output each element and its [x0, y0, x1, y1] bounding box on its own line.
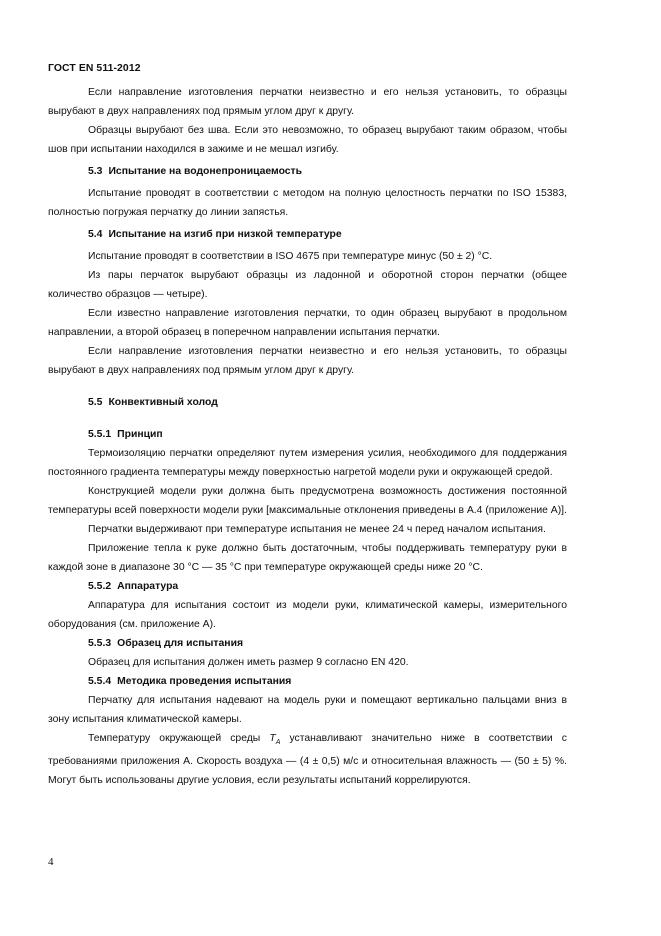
section-title: Испытание на водонепроницаемость: [108, 166, 303, 177]
paragraph-seam: Образцы вырубают без шва. Если это невозможно, то образец вырубают таким образом, чтобы шов при испытании находился в зажиме и не мешал изгибу.: [48, 125, 567, 155]
section-number: 5.3: [88, 166, 103, 177]
section-number: 5.5.4: [88, 676, 112, 687]
paragraph-bend-test-temp: Испытание проводят в соответствии в ISO 4675 при температуре минус (50 ± 2) °С.: [88, 251, 493, 262]
page-number: 4: [48, 856, 54, 868]
section-number: 5.5.3: [88, 638, 112, 649]
section-heading-5-5-1: [48, 425, 567, 444]
document-body: [48, 83, 567, 790]
section-title: Аппаратура: [117, 581, 179, 592]
paragraph-known-direction: Если известно направление изготовления перчатки, то один образец вырубают в продольном направлении, а второй образец в поперечном направлении испытания перчатки.: [48, 308, 567, 338]
paragraph-waterproof-test: Испытание проводят в соответствии с методом на полную целостность перчатки по ISO 15383, полностью погружая перчатку до линии запястья.: [48, 188, 567, 218]
paragraph-cut-direction-2: Если направление изготовления перчатки неизвестно и его нельзя установить, то образцы вырубают в двух направлениях под прямым углом друг к другу.: [48, 346, 567, 376]
section-heading-5-4: [48, 225, 567, 244]
section-number: 5.4: [88, 229, 103, 240]
section-heading-5-3: [48, 162, 567, 181]
section-heading-5-5: [48, 393, 567, 412]
section-title: Конвективный холод: [108, 397, 218, 408]
paragraph-cut-direction-1: Если направление изготовления перчатки неизвестно и его нельзя установить, то образцы вырубают в двух направлениях под прямым углом друг к другу.: [48, 87, 567, 117]
ambient-temperature-symbol: $T_A$: [269, 733, 281, 747]
paragraph-hand-model: Конструкцией модели руки должна быть предусмотрена возможность достижения постоянной температуры всей поверхности модели руки [максимальные отклонения приведены в А.4 (приложение А)].: [48, 486, 567, 516]
section-title: Образец для испытания: [117, 638, 244, 649]
paragraph-conditioning: Перчатки выдерживают при температуре испытания не менее 24 ч перед началом испытания.: [88, 524, 546, 535]
section-number: 5.5.2: [88, 581, 112, 592]
section-heading-5-5-2: [48, 577, 567, 596]
paragraph-heat-supply: Приложение тепла к руке должно быть достаточным, чтобы поддерживать температуру руки в каждой зоне в диапазоне 30 °С — 35 °С при температуре окружающей среды ниже 20 °С.: [48, 543, 567, 573]
section-title: Методика проведения испытания: [117, 676, 292, 687]
section-heading-5-5-3: [48, 634, 567, 653]
paragraph-ambient-conditions: Температуру окружающей среды $T_A$ устанавливают значительно ниже в соответствии с требованиями приложения А. Скорость воздуха — (4 ± 0,5) м/с и относительная влажность — (50 ± 5) %. Могут быть использованы другие условия, если результаты испытаний коррелируются.: [48, 733, 567, 787]
paragraph-principle: Термоизоляцию перчатки определяют путем измерения усилия, необходимого для поддержания постоянного градиента температуры между поверхностью нагретой модели руки и окружающей средой.: [48, 448, 567, 478]
paragraph-specimen-size: Образец для испытания должен иметь размер 9 согласно EN 420.: [88, 657, 409, 668]
paragraph-sample-count: Из пары перчаток вырубают образцы из ладонной и оборотной сторон перчатки (общее количество образцов — четыре).: [48, 270, 567, 300]
section-title: Принцип: [117, 429, 163, 440]
paragraph-mounting: Перчатку для испытания надевают на модель руки и помещают вертикально пальцами вниз в зону испытания климатической камеры.: [48, 695, 567, 725]
section-heading-5-5-4: [48, 672, 567, 691]
section-number: 5.5.1: [88, 429, 112, 440]
section-number: 5.5: [88, 397, 103, 408]
paragraph-apparatus: Аппаратура для испытания состоит из модели руки, климатической камеры, измерительного оборудования (см. приложение А).: [48, 600, 567, 630]
document-header: ГОСТ EN 511-2012: [48, 63, 141, 74]
section-title: Испытание на изгиб при низкой температуре: [108, 229, 342, 240]
